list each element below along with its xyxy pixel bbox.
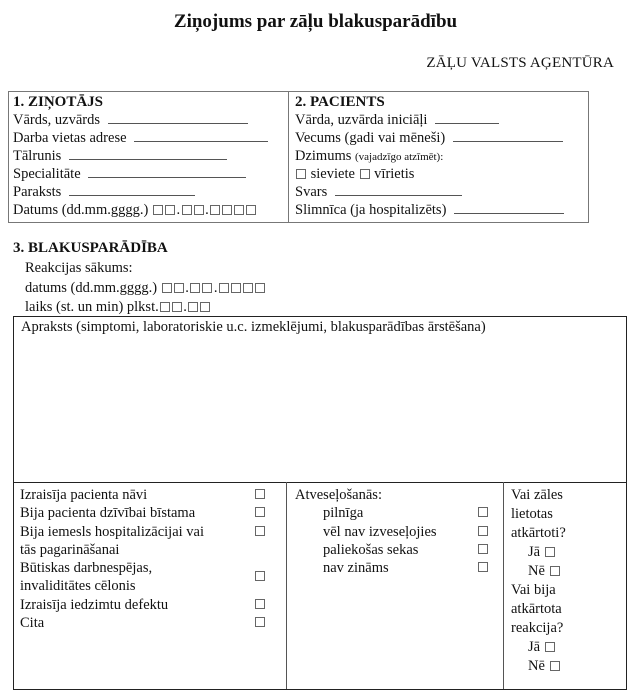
patient-age-field[interactable] xyxy=(453,129,563,142)
recovery-option-label: vēl nav izveseļojies xyxy=(323,523,437,540)
reporter-date-input[interactable]: . . xyxy=(152,202,257,218)
recovery-section xyxy=(295,486,500,577)
recovery-sequelae xyxy=(295,541,500,559)
reporter-section xyxy=(13,93,285,219)
date-digit-box[interactable] xyxy=(219,283,229,293)
rechallenge-section xyxy=(511,486,621,676)
rechallenge-1-yes-checkbox[interactable] xyxy=(545,547,555,557)
outcome-death xyxy=(20,486,280,504)
date-digit-box[interactable] xyxy=(174,283,184,293)
date-digit-box[interactable] xyxy=(190,283,200,293)
rechallenge-question-1: Vai zāles xyxy=(511,487,563,503)
rechallenge-2-no-checkbox[interactable] xyxy=(550,661,560,671)
patient-hospital-field[interactable] xyxy=(454,201,564,214)
rechallenge-question-2: atkārtota xyxy=(511,601,562,617)
rechallenge-1-no-checkbox[interactable] xyxy=(550,566,560,576)
date-digit-box[interactable] xyxy=(231,283,241,293)
patient-heading: 2. PACIENTS xyxy=(295,94,385,110)
reporter-date-row xyxy=(13,201,285,219)
outcome-life-threatening xyxy=(20,504,280,522)
reaction-date-label: datums (dd.mm.gggg.) xyxy=(25,280,158,296)
column-divider xyxy=(503,482,504,689)
time-digit-box[interactable] xyxy=(160,302,170,312)
outcome-label: Bija iemesls hospitalizācijai vai xyxy=(20,523,205,540)
no-label: Nē xyxy=(528,563,545,579)
reaction-onset-label: Reakcijas sākums: xyxy=(25,260,133,276)
outcome-other-checkbox[interactable] xyxy=(255,617,265,627)
recovery-option-label: pilnīga xyxy=(323,505,364,522)
date-digit-box[interactable] xyxy=(243,283,253,293)
reporter-specialty-label: Specialitāte xyxy=(13,166,81,182)
reporter-heading: 1. ZIŅOTĀJS xyxy=(13,94,104,110)
no-label: Nē xyxy=(528,658,545,674)
rechallenge-2-no xyxy=(511,657,621,676)
reporter-signature-label: Paraksts xyxy=(13,184,62,200)
rechallenge-2-yes xyxy=(511,638,621,657)
reporter-patient-table xyxy=(8,91,589,223)
patient-sex-label: Dzimums xyxy=(295,148,352,164)
reporter-phone-field[interactable] xyxy=(69,147,227,160)
recovery-option-label: paliekošas sekas xyxy=(323,541,419,558)
patient-age-label: Vecums (gadi vai mēneši) xyxy=(295,130,446,146)
patient-sex-hint: (vajadzīgo atzīmēt): xyxy=(355,151,444,163)
agency-name: ZĀĻU VALSTS AĢENTŪRA xyxy=(426,55,614,71)
column-divider xyxy=(286,482,287,689)
outcome-life-threatening-checkbox[interactable] xyxy=(255,507,265,517)
reaction-time-row xyxy=(25,299,211,316)
sex-male-label: vīrietis xyxy=(374,166,415,182)
description-textarea[interactable] xyxy=(18,339,622,479)
outcome-disability xyxy=(20,559,280,596)
reaction-time-input[interactable]: . xyxy=(159,299,212,315)
reporter-name-label: Vārds, uzvārds xyxy=(13,112,100,128)
seriousness-outcomes xyxy=(20,486,280,632)
yes-label: Jā xyxy=(528,544,541,560)
reaction-time-label: laiks (st. un min) plkst. xyxy=(25,299,159,315)
patient-initials-label: Vārda, uzvārda iniciāļi xyxy=(295,112,428,128)
reporter-name-row xyxy=(13,111,285,129)
rechallenge-question-1: lietotas xyxy=(511,506,553,522)
outcome-label: Izraisīja iedzimtu defektu xyxy=(20,596,169,613)
column-divider xyxy=(288,92,289,222)
outcome-label: Būtiskas darbnespējas, xyxy=(20,560,153,577)
patient-hospital-row xyxy=(295,201,587,219)
patient-sex-row xyxy=(295,147,587,165)
rechallenge-1-no xyxy=(511,562,621,581)
recovery-not-yet-checkbox[interactable] xyxy=(478,526,488,536)
outcome-hospitalization xyxy=(20,523,280,560)
recovery-unknown xyxy=(295,559,500,577)
recovery-option-label: nav zināms xyxy=(323,560,389,577)
rechallenge-1-yes xyxy=(511,543,621,562)
patient-section xyxy=(295,93,587,219)
recovery-full xyxy=(295,504,500,522)
sex-female-checkbox[interactable] xyxy=(296,169,306,179)
date-digit-box[interactable] xyxy=(255,283,265,293)
reaction-date-row xyxy=(25,280,266,297)
date-digit-box[interactable] xyxy=(162,283,172,293)
patient-sex-options xyxy=(295,165,587,183)
reporter-phone-row xyxy=(13,147,285,165)
date-digit-box[interactable] xyxy=(194,205,204,215)
outcome-congenital-defect xyxy=(20,596,280,614)
outcome-label: Bija pacienta dzīvībai bīstama xyxy=(20,505,196,522)
outcome-label-cont: tās pagarināšanai xyxy=(20,541,120,558)
reporter-phone-label: Tālrunis xyxy=(13,148,62,164)
date-digit-box[interactable] xyxy=(222,205,232,215)
outcome-label: Izraisīja pacienta nāvi xyxy=(20,487,148,503)
reporter-specialty-row xyxy=(13,165,285,183)
reporter-date-label: Datums (dd.mm.gggg.) xyxy=(13,202,149,218)
reporter-address-field[interactable] xyxy=(134,129,268,142)
date-digit-box[interactable] xyxy=(153,205,163,215)
outcome-disability-checkbox[interactable] xyxy=(255,571,265,581)
reporter-name-field[interactable] xyxy=(108,111,248,124)
recovery-sequelae-checkbox[interactable] xyxy=(478,544,488,554)
patient-initials-row xyxy=(295,111,587,129)
form-title: Ziņojums par zāļu blakusparādību xyxy=(173,11,458,32)
patient-initials-field[interactable] xyxy=(435,111,499,124)
patient-weight-field[interactable] xyxy=(335,183,462,196)
outcome-label-cont: invaliditātes cēlonis xyxy=(20,578,136,595)
rechallenge-question-1: atkārtoti? xyxy=(511,525,566,541)
date-digit-box[interactable] xyxy=(182,205,192,215)
recovery-label: Atveseļošanās: xyxy=(295,487,382,503)
time-digit-box[interactable] xyxy=(188,302,198,312)
date-digit-box[interactable] xyxy=(202,283,212,293)
reaction-details-table xyxy=(13,316,627,690)
reporter-signature-row xyxy=(13,183,285,201)
date-digit-box[interactable] xyxy=(234,205,244,215)
time-digit-box[interactable] xyxy=(200,302,210,312)
time-digit-box[interactable] xyxy=(172,302,182,312)
patient-weight-label: Svars xyxy=(295,184,328,200)
patient-hospital-label: Slimnīca (ja hospitalizēts) xyxy=(295,202,447,218)
reporter-signature-field[interactable] xyxy=(69,183,195,196)
patient-weight-row xyxy=(295,183,587,201)
sex-female-label: sieviete xyxy=(310,166,355,182)
date-digit-box[interactable] xyxy=(246,205,256,215)
rechallenge-2-yes-checkbox[interactable] xyxy=(545,642,555,652)
outcome-congenital-defect-checkbox[interactable] xyxy=(255,599,265,609)
reaction-date-input[interactable]: . . xyxy=(161,280,266,296)
recovery-unknown-checkbox[interactable] xyxy=(478,562,488,572)
yes-label: Jā xyxy=(528,639,541,655)
rechallenge-question-2: Vai bija xyxy=(511,582,556,598)
recovery-full-checkbox[interactable] xyxy=(478,507,488,517)
outcome-label: Cita xyxy=(20,615,45,632)
reporter-address-label: Darba vietas adrese xyxy=(13,130,127,146)
patient-age-row xyxy=(295,129,587,147)
outcome-hospitalization-checkbox[interactable] xyxy=(255,526,265,536)
recovery-not-yet xyxy=(295,523,500,541)
date-digit-box[interactable] xyxy=(210,205,220,215)
description-label: Apraksts (simptomi, laboratoriskie u.c. izmeklējumi, blakusparādības ārstēšana) xyxy=(21,319,486,335)
reporter-specialty-field[interactable] xyxy=(88,165,246,178)
row-divider xyxy=(14,482,626,483)
reporter-address-row xyxy=(13,129,285,147)
date-digit-box[interactable] xyxy=(165,205,175,215)
reaction-heading: 3. BLAKUSPARĀDĪBA xyxy=(13,240,168,256)
outcome-other xyxy=(20,614,280,632)
sex-male-checkbox[interactable] xyxy=(360,169,370,179)
rechallenge-question-2: reakcija? xyxy=(511,620,564,636)
outcome-death-checkbox[interactable] xyxy=(255,489,265,499)
